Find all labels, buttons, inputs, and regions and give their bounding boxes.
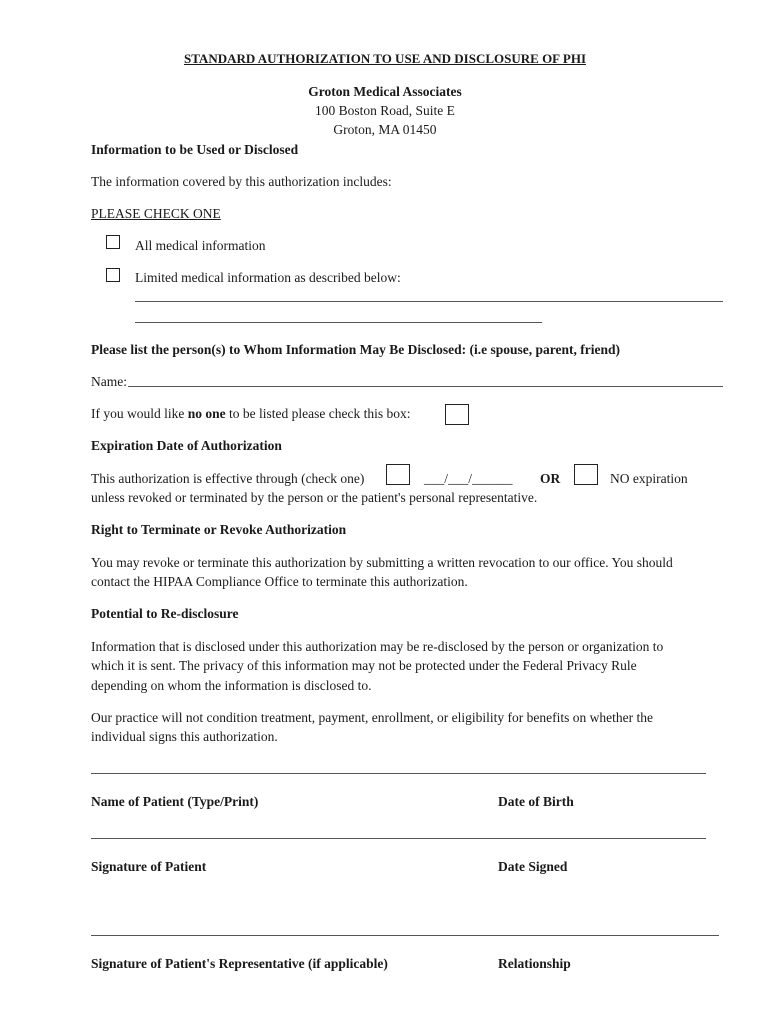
patient-name-line[interactable] xyxy=(91,773,706,774)
non-conditioning-text-line-1: Our practice will not condition treatment, payment, enrollment, or eligibility for benefits on whether the xyxy=(91,710,653,725)
no-expiration-checkbox[interactable] xyxy=(574,464,598,485)
representative-signature-line[interactable] xyxy=(91,935,719,936)
practice-address-line2: Groton, MA 01450 xyxy=(333,122,437,137)
patient-signature-label: Signature of Patient xyxy=(91,859,207,874)
practice-name: Groton Medical Associates xyxy=(308,84,462,99)
persons-section-heading: Please list the person(s) to Whom Information May Be Disclosed: (i.e spouse, parent, friend) xyxy=(91,342,620,357)
date-signed-label: Date Signed xyxy=(498,859,568,874)
no-one-checkbox[interactable] xyxy=(445,404,469,425)
check-one-label: PLEASE CHECK ONE xyxy=(91,206,221,221)
revoke-section-heading: Right to Terminate or Revoke Authorization xyxy=(91,522,347,537)
no-expiration-label: NO expiration xyxy=(610,471,688,486)
redisclosure-text-line-2: which it is sent. The privacy of this information may not be protected under the Federal Privacy Rule xyxy=(91,658,637,673)
or-label: OR xyxy=(540,471,561,486)
limited-info-description-line-2[interactable] xyxy=(135,322,542,323)
revoke-text-line-2: contact the HIPAA Compliance Office to terminate this authorization. xyxy=(91,574,468,589)
info-intro-text: The information covered by this authorization includes: xyxy=(91,174,392,189)
expiration-date-blank[interactable]: ___/___/______ xyxy=(424,471,513,486)
non-conditioning-text-line-2: individual signs this authorization. xyxy=(91,729,278,744)
all-medical-info-checkbox[interactable] xyxy=(106,235,120,249)
patient-name-label: Name of Patient (Type/Print) xyxy=(91,794,259,809)
revoke-text-line-1: You may revoke or terminate this authorization by submitting a written revocation to our office. You should xyxy=(91,555,673,570)
date-of-birth-label: Date of Birth xyxy=(498,794,574,809)
name-field-line[interactable] xyxy=(128,386,723,387)
patient-signature-line[interactable] xyxy=(91,838,706,839)
practice-address-line1: 100 Boston Road, Suite E xyxy=(315,103,455,118)
limited-info-description-line-1[interactable] xyxy=(135,301,723,302)
redisclosure-text-line-1: Information that is disclosed under this authorization may be re-disclosed by the person or organization to xyxy=(91,639,664,654)
limited-medical-info-label: Limited medical information as described below: xyxy=(135,270,401,285)
info-section-heading: Information to be Used or Disclosed xyxy=(91,142,299,157)
expiration-section-heading: Expiration Date of Authorization xyxy=(91,438,282,453)
effective-through-text: This authorization is effective through (check one) xyxy=(91,471,365,486)
relationship-label: Relationship xyxy=(498,956,571,971)
redisclosure-section-heading: Potential to Re-disclosure xyxy=(91,606,239,621)
effective-date-checkbox[interactable] xyxy=(386,464,410,485)
name-field-label: Name: xyxy=(91,374,127,389)
redisclosure-text-line-3: depending on whom the information is disclosed to. xyxy=(91,678,372,693)
limited-medical-info-checkbox[interactable] xyxy=(106,268,120,282)
expiration-continuation-text: unless revoked or terminated by the person or the patient's personal representative. xyxy=(91,490,538,505)
no-one-instruction: If you would like no one to be listed please check this box: xyxy=(91,406,411,421)
all-medical-info-label: All medical information xyxy=(135,238,266,253)
representative-signature-label: Signature of Patient's Representative (if applicable) xyxy=(91,956,388,971)
form-title: STANDARD AUTHORIZATION TO USE AND DISCLOSURE OF PHI xyxy=(184,51,586,66)
